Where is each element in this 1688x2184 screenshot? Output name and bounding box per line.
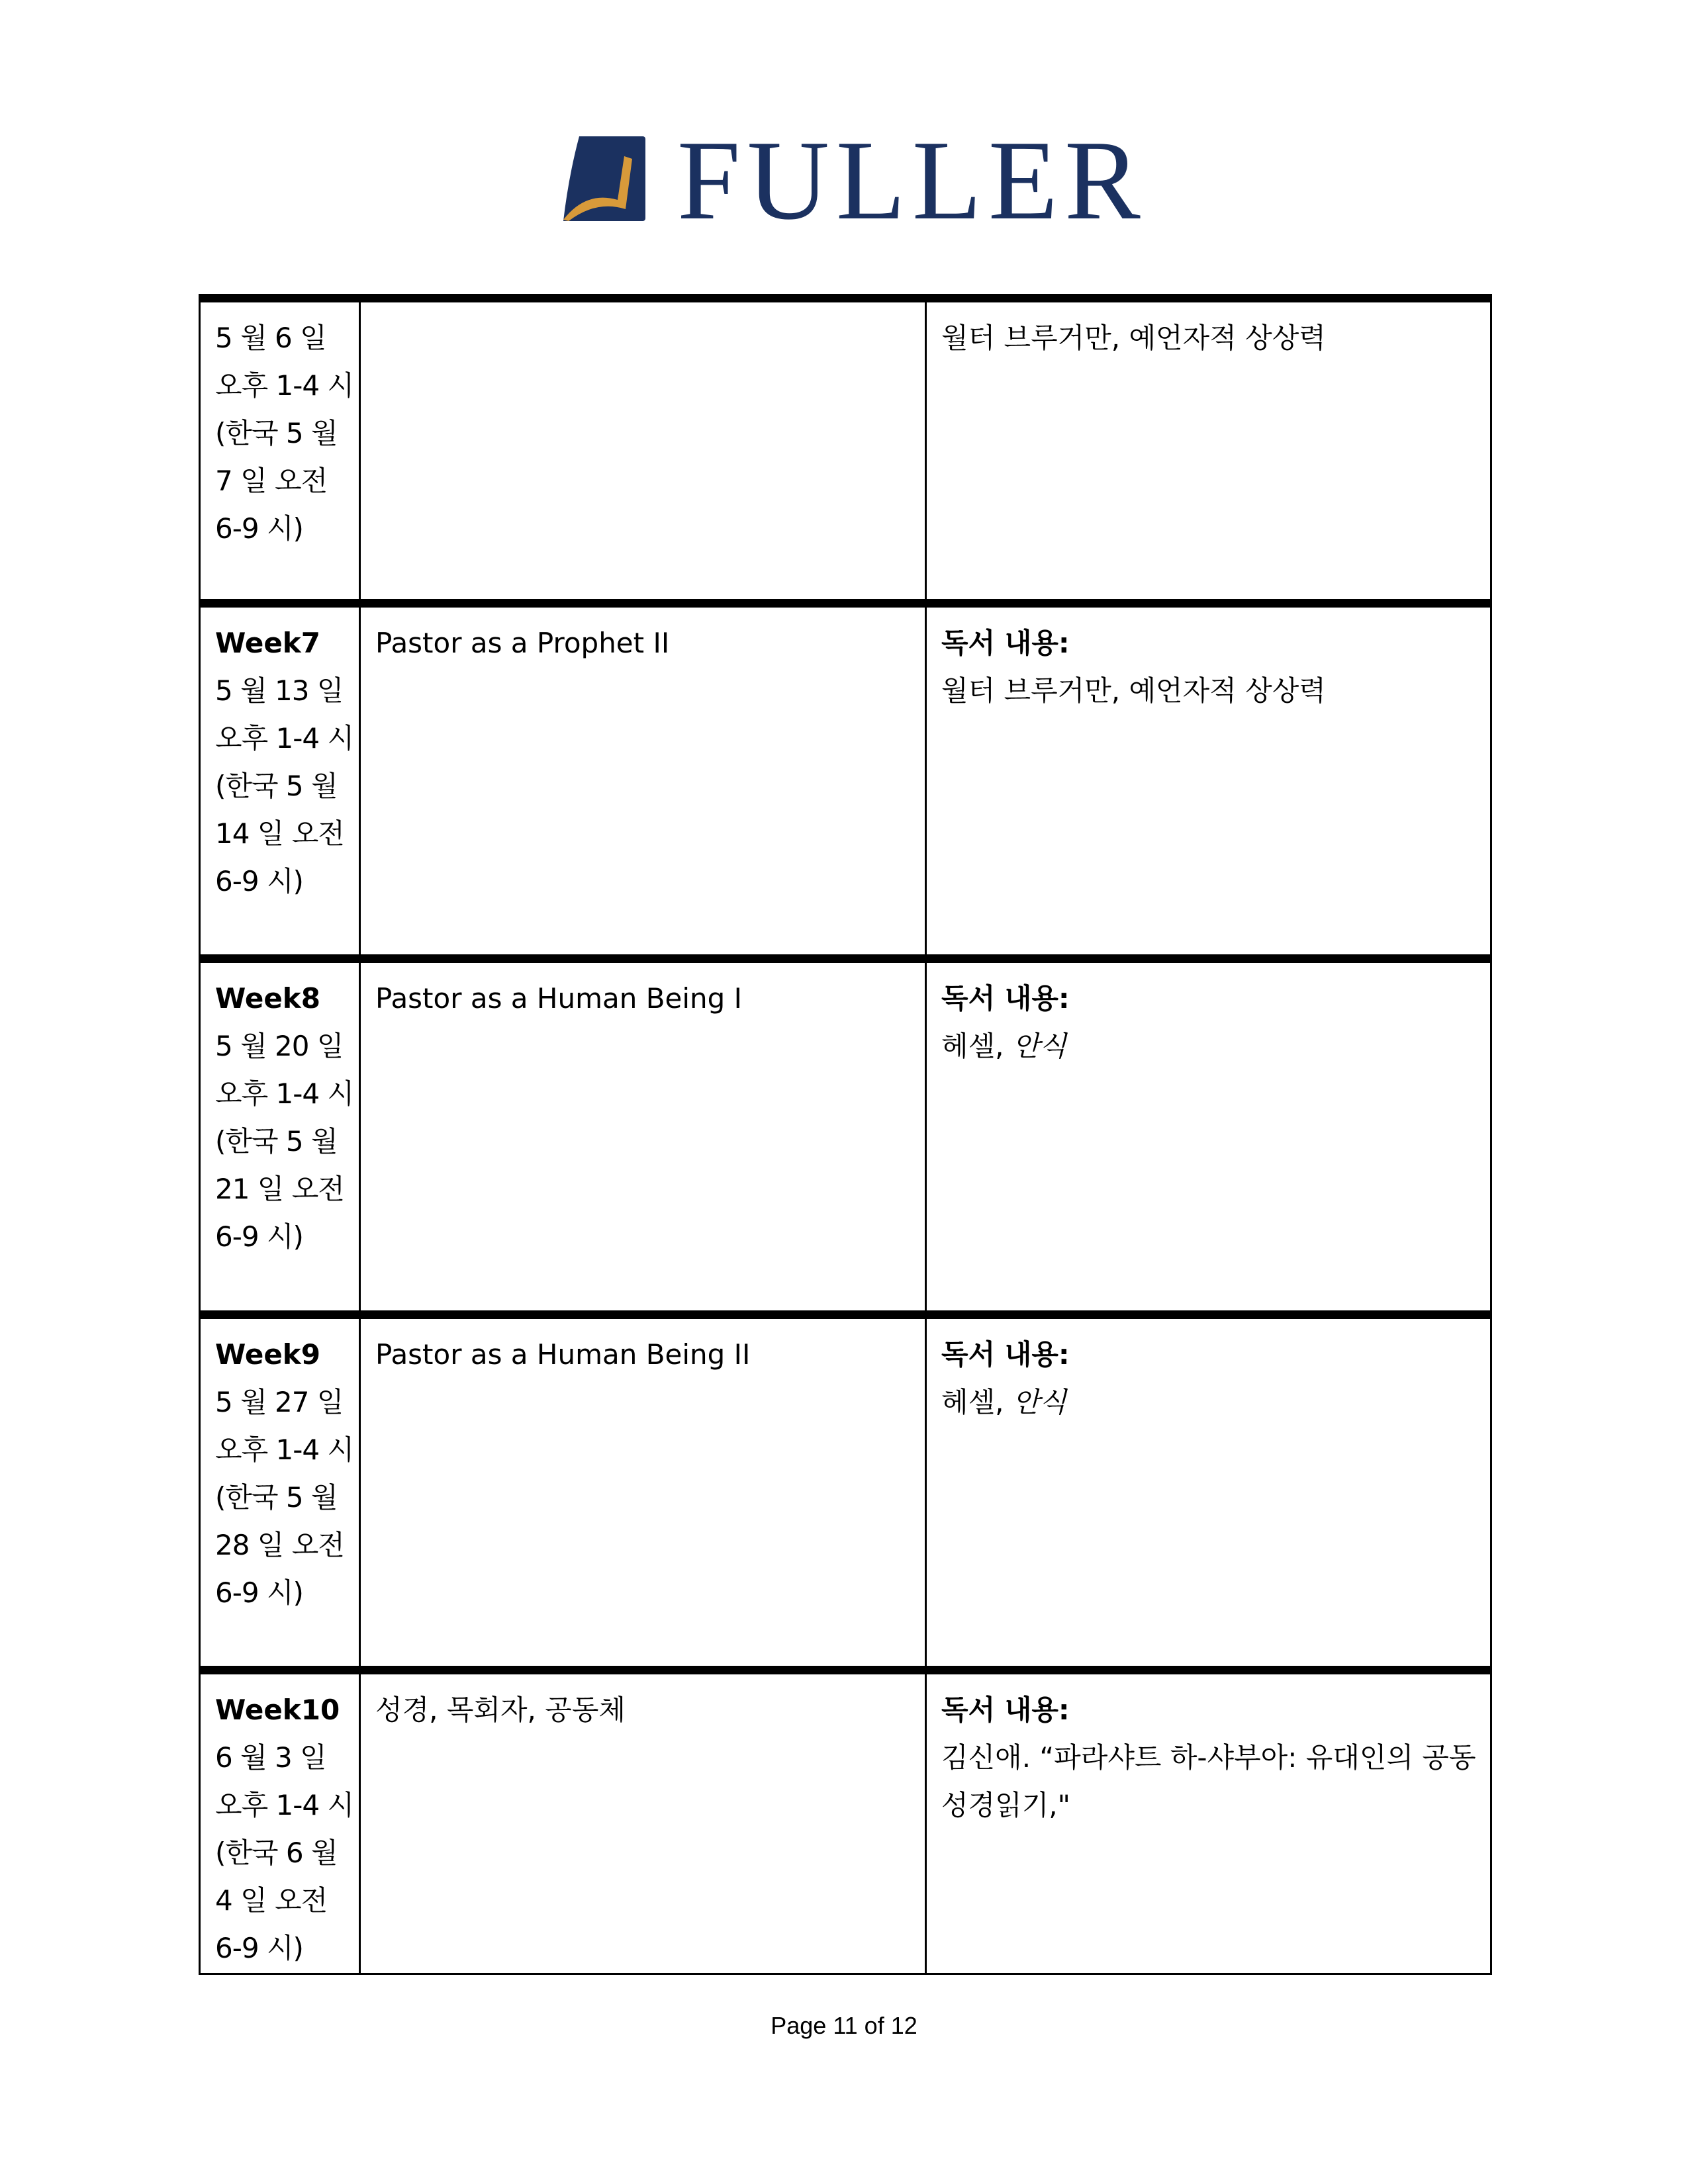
reading-text: 김신애. “파라샤트 하-샤부아: 유대인의 공동성경읽기," [941, 1741, 1476, 1821]
date-line: (한국 5 월 [215, 1125, 338, 1158]
date-line: 6-9 시) [215, 1932, 303, 1964]
schedule-table [199, 294, 1492, 1975]
date-cell [200, 959, 360, 1315]
topic-cell [360, 604, 926, 959]
reading-text [941, 1379, 1477, 1426]
reading-heading: 독서 내용: [941, 627, 1070, 659]
date-line: 6 월 3 일 [215, 1741, 326, 1774]
date-cell [200, 604, 360, 959]
topic-cell [360, 1670, 926, 1974]
date-line: 4 일 오전 [215, 1884, 328, 1917]
date-line: (한국 5 월 [215, 770, 338, 802]
table-row [200, 1315, 1491, 1670]
date-line: 오후 1-4 시 [215, 1789, 354, 1821]
reading-text: 월터 브루거만, 예언자적 상상력 [941, 674, 1326, 707]
date-line: 6-9 시) [215, 865, 303, 897]
date-line: 5 월 13 일 [215, 674, 344, 707]
reading-cell [926, 1315, 1491, 1670]
date-line: (한국 5 월 [215, 417, 338, 449]
date-line: 28 일 오전 [215, 1529, 344, 1561]
date-line: 오후 1-4 시 [215, 722, 354, 754]
topic-cell [360, 1315, 926, 1670]
date-cell [200, 1670, 360, 1974]
topic-text: Pastor as a Prophet II [375, 627, 670, 659]
reading-cell [926, 1670, 1491, 1974]
page-number: Page 11 of 12 [771, 2012, 917, 2039]
topic-text: Pastor as a Human Being I [375, 982, 743, 1015]
reading-cell [926, 959, 1491, 1315]
date-cell [200, 298, 360, 604]
topic-cell [360, 959, 926, 1315]
topic-text: Pastor as a Human Being II [375, 1338, 751, 1371]
date-line: 6-9 시) [215, 1220, 303, 1253]
date-line: (한국 6 월 [215, 1837, 338, 1869]
reading-title: 안식 [1012, 1386, 1067, 1418]
logo-wordmark: FULLER [677, 118, 1147, 244]
date-line: 14 일 오전 [215, 817, 344, 850]
date-line: 6-9 시) [215, 1576, 303, 1609]
table-row [200, 298, 1491, 604]
reading-author: 헤셀, [941, 1030, 1013, 1062]
fuller-logo [559, 118, 1147, 244]
reading-title: 안식 [1012, 1030, 1067, 1062]
date-line: 5 월 27 일 [215, 1386, 344, 1418]
date-line: (한국 5 월 [215, 1481, 338, 1514]
week-label: Week9 [215, 1338, 320, 1371]
table-row [200, 959, 1491, 1315]
date-line: 오후 1-4 시 [215, 1077, 354, 1110]
date-line: 21 일 오전 [215, 1173, 344, 1205]
table-row [200, 604, 1491, 959]
topic-cell [360, 298, 926, 604]
reading-text: 월터 브루거만, 예언자적 상상력 [941, 322, 1326, 354]
reading-heading: 독서 내용: [941, 982, 1070, 1015]
week-label: Week10 [215, 1694, 340, 1726]
table-row [200, 1670, 1491, 1974]
date-line: 5 월 6 일 [215, 322, 326, 354]
reading-cell [926, 298, 1491, 604]
reading-heading: 독서 내용: [941, 1338, 1070, 1371]
week-label: Week7 [215, 627, 320, 659]
date-line: 5 월 20 일 [215, 1030, 344, 1062]
reading-heading: 독서 내용: [941, 1694, 1070, 1726]
date-line: 7 일 오전 [215, 465, 328, 497]
reading-text [941, 1023, 1477, 1070]
fuller-book-icon [559, 136, 645, 221]
date-line: 6-9 시) [215, 512, 303, 545]
date-line: 오후 1-4 시 [215, 369, 354, 402]
date-cell [200, 1315, 360, 1670]
topic-text: 성경, 목회자, 공동체 [375, 1694, 626, 1726]
reading-cell [926, 604, 1491, 959]
reading-author: 헤셀, [941, 1386, 1013, 1418]
date-line: 오후 1-4 시 [215, 1433, 354, 1466]
week-label: Week8 [215, 982, 320, 1015]
